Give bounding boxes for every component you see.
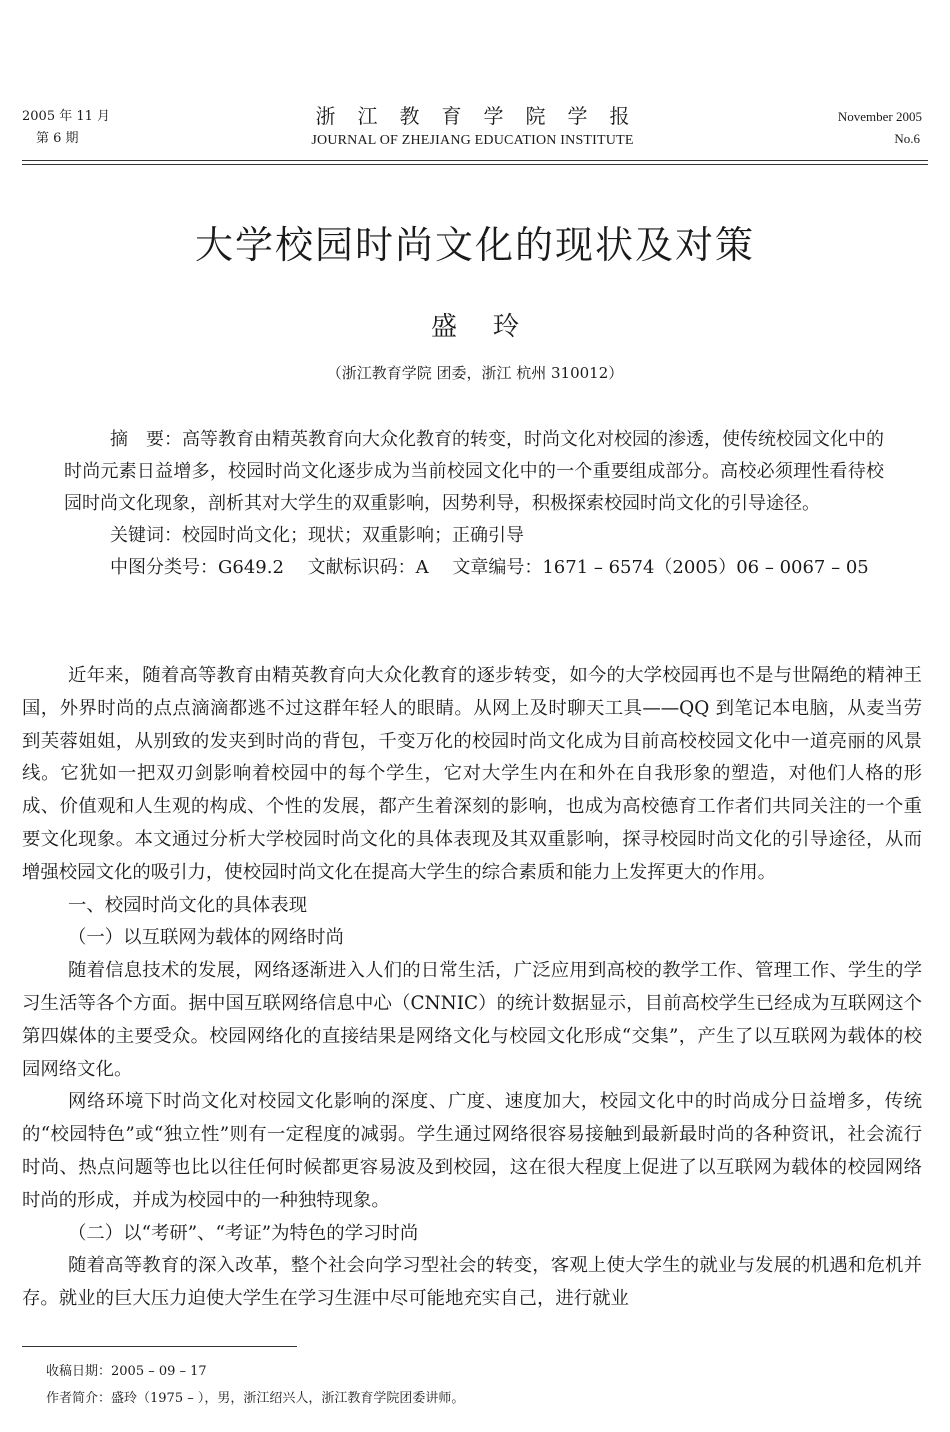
- body-paragraph: 近年来，随着高等教育由精英教育向大众化教育的逐步转变，如今的大学校园再也不是与世隔绝的精神王国，外界时尚的点点滴滴都逃不过这群年轻人的眼睛。从网上及时聊天工具——QQ 到笔记本电脑，从麦当劳到芙蓉姐姐，从别致的发夹到时尚的背包，千变万化的校园时尚文化成为目前高校校园文化中一道亮丽的风景线。它犹如一把双刃剑影响着校园中的每个学生，它对大学生内在和外在自我形象的塑造，对他们人格的形成、价值观和人生观的构成、个性的发展，都产生着深刻的影响，也成为高校德育工作者们共同关注的一个重要文化现象。本文通过分析大学校园时尚文化的具体表现及其双重影响，探寻校园时尚文化的引导途径，从而增强校园文化的吸引力，使校园时尚文化在提高大学生的综合素质和能力上发挥更大的作用。: [22, 665, 922, 883]
- keywords: 关键词：校园时尚文化；现状；双重影响；正确引导: [110, 525, 524, 546]
- journal-name-cn: 浙江教育学院学报: [315, 104, 652, 128]
- classification-line: 中图分类号：G649.2 文献标识码：A 文章编号：1671 – 6574（2005）06 – 0067 – 05: [110, 557, 869, 578]
- footnote-received-date: 收稿日期：2005 – 09 – 17: [46, 1364, 207, 1379]
- article-title: 大学校园时尚文化的现状及对策: [194, 223, 755, 267]
- body-paragraph: 网络环境下时尚文化对校园文化影响的深度、广度、速度加大，校园文化中的时尚成分日益增多，传统的“校园特色”或“独立性”则有一定程度的减弱。学生通过网络很容易接触到最新最时尚的各种资讯，社会流行时尚、热点问题等也比以往任何时候都更容易波及到校园，这在很大程度上促进了以互联网为载体的校园网络时尚的形成，并成为校园中的一种独特现象。: [22, 1091, 922, 1211]
- subsection-heading: （二）以“考研”、“考证”为特色的学习时尚: [68, 1222, 419, 1244]
- journal-masthead: [200, 100, 745, 149]
- footnote-author-bio: 作者简介：盛玲（1975 – ），男，浙江绍兴人，浙江教育学院团委讲师。: [46, 1391, 465, 1406]
- header-left: [22, 106, 110, 150]
- body-paragraph: 随着高等教育的深入改革，整个社会向学习型社会的转变，客观上使大学生的就业与发展的机遇和危机并存。就业的巨大压力迫使大学生在学习生涯中尽可能地充实自己，进行就业: [22, 1255, 922, 1310]
- section-heading: 一、校园时尚文化的具体表现: [68, 894, 308, 916]
- header-issue-cn: 第 6 期: [36, 131, 79, 146]
- article-author: 盛玲: [430, 312, 555, 342]
- article-body: [22, 660, 922, 1316]
- abstract-text: 摘 要：高等教育由精英教育向大众化教育的转变，时尚文化对校园的渗透，使传统校园文化中的时尚元素日益增多，校园时尚文化逐步成为当前校园文化中的一个重要组成部分。高校必须理性看待校园时尚文化现象，剖析其对大学生的双重影响，因势利导，积极探索校园时尚文化的引导途径。: [64, 429, 884, 514]
- footnote-rule: [22, 1346, 297, 1347]
- header-date-cn: 2005 年 11 月: [22, 109, 111, 124]
- body-paragraph: 随着信息技术的发展，网络逐渐进入人们的日常生活，广泛应用到高校的教学工作、管理工作、学生的学习生活等各个方面。据中国互联网络信息中心（CNNIC）的统计数据显示，目前高校学生已经成为互联网这个第四媒体的主要受众。校园网络化的直接结果是网络文化与校园文化形成“交集”，产生了以互联网为载体的校园网络文化。: [22, 960, 922, 1080]
- header-issue-en: No.6: [894, 131, 920, 146]
- footnotes: [46, 1358, 464, 1412]
- header-rule-top: [22, 160, 928, 161]
- subsection-heading: （一）以互联网为载体的网络时尚: [68, 927, 344, 949]
- journal-name-en: JOURNAL OF ZHEJIANG EDUCATION INSTITUTE: [311, 133, 634, 148]
- header-date-en: November 2005: [837, 109, 922, 124]
- article-affiliation: （浙江教育学院 团委，浙江 杭州 310012）: [326, 364, 624, 382]
- header-rule-bottom: [22, 164, 928, 165]
- header-right: [838, 106, 922, 150]
- abstract-block: [64, 424, 884, 584]
